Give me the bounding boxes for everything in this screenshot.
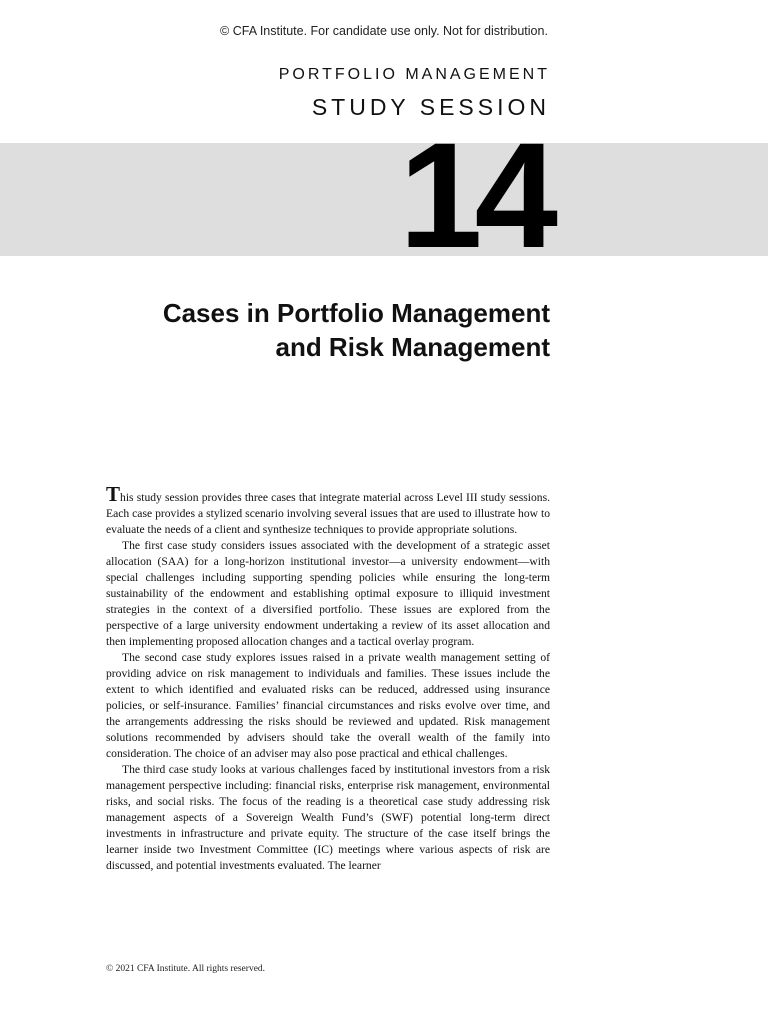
session-band <box>0 143 768 256</box>
drop-cap: T <box>106 482 121 506</box>
title-line-1: Cases in Portfolio Management <box>162 298 550 328</box>
page-title <box>30 296 550 364</box>
study-session-label: STUDY SESSION <box>311 94 550 120</box>
paragraph-1-text: his study session provides three cases that integrate material across Level III study sessions. Each case provides a stylized scenario involving several issues that are used to illustrate how to evaluate the needs of a client and synthesize techniques to provide appropriate solutions. <box>106 491 550 536</box>
section-kicker: PORTFOLIO MANAGEMENT <box>278 66 550 83</box>
title-line-2: and Risk Management <box>275 332 550 362</box>
session-number: 14 <box>399 111 550 279</box>
paragraph-4: The third case study looks at various challenges faced by institutional investors from a risk management perspective including: financial risks, enterprise risk management, environmental risks, and social risks. The focus of the reading is a theoretical case study addressing risk management aspects of a Sovereign Wealth Fund’s (SWF) potential long-term direct investments in infrastructure and private equity. The structure of the case itself brings the learner inside two Investment Committee (IC) meetings where various aspects of risk are discussed, and potential investments evaluated. The learner <box>106 763 550 872</box>
paragraph-1 <box>106 482 550 538</box>
copyright-footer: © 2021 CFA Institute. All rights reserved. <box>106 964 266 974</box>
body-text <box>106 482 550 874</box>
paragraph-3: The second case study explores issues raised in a private wealth management setting of providing advice on risk management to individuals and families. These issues include the extent to which identified and evaluated risks can be reduced, addressed using insurance policies, or self-insurance. Families’ financial circumstances and risks evolve over time, and the arrangements addressing the risks should be reviewed and updated. Risk management solutions recommended by advisers should take the overall wealth of the family into consideration. The choice of an adviser may also pose practical and ethical challenges. <box>106 651 550 760</box>
distribution-notice: © CFA Institute. For candidate use only. Not for distribution. <box>220 24 548 38</box>
paragraph-2: The first case study considers issues associated with the development of a strategic asset allocation (SAA) for a long-horizon institutional investor—a university endowment—with special challenges including supporting spending policies while ensuring the long-term sustainability of the endowment and establishing optimal exposure to illiquid investment strategies in the context of a diversified portfolio. These issues are explored from the perspective of a large university endowment undertaking a review of its asset allocation and then implementing proposed allocation changes and a tactical overlay program. <box>106 539 550 648</box>
